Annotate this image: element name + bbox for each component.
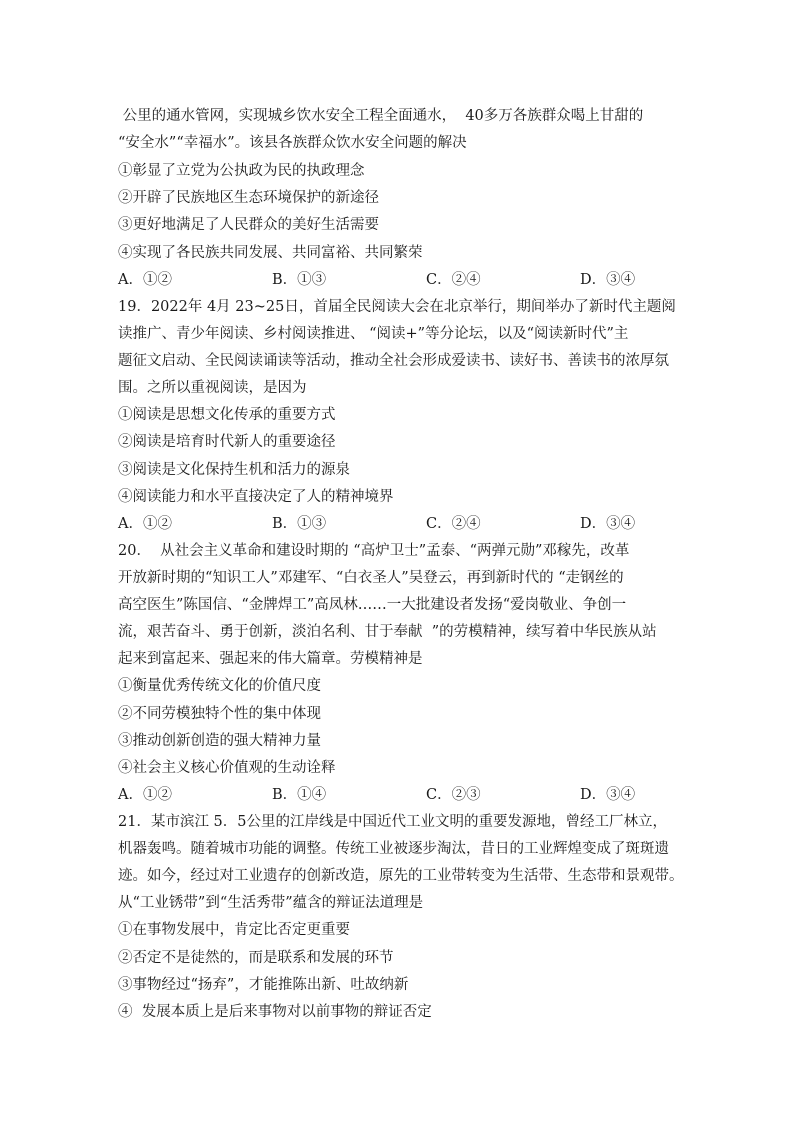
q20-stem-line: 起来到富起来、强起来的伟大篇章。劳模精神是	[118, 651, 423, 667]
q19-option-b: B．①③	[272, 516, 327, 532]
q19-statement: ①阅读是思想文化传承的重要方式	[118, 407, 336, 423]
q21-statement: ②否定不是徒然的，而是联系和发展的环节	[118, 950, 394, 966]
q19-statement: ③阅读是文化保持生机和活力的源泉	[118, 462, 350, 478]
q18-option-d: D．③④	[580, 272, 636, 288]
q19-option-a: A．①②	[118, 516, 172, 532]
q20-stem-line: 20． 从社会主义革命和建设时期的 “高炉卫士”孟泰、“两弹元勋”邓稼先，改革	[118, 543, 630, 559]
q18-statement: ③更好地满足了人民群众的美好生活需要	[118, 217, 379, 233]
q21-stem-line: 迹。如今，经过对工业遗存的创新改造，原先的工业带转变为生活带、生态带和景观带。	[118, 868, 684, 884]
q20-option-c: C．②③	[426, 787, 481, 803]
q21-stem-line: 机器轰鸣。随着城市功能的调整。传统工业被逐步淘汰，昔日的工业辉煌变成了斑斑遗	[118, 841, 669, 857]
q19-stem-line: 19．2022年 4月 23~25日，首届全民阅读大会在北京举行，期间举办了新时代主题阅	[118, 299, 676, 315]
q18-option-b: B．①③	[272, 272, 327, 288]
q19-statement: ②阅读是培育时代新人的重要途径	[118, 434, 336, 450]
q20-option-a: A．①②	[118, 787, 172, 803]
q18-option-c: C．②④	[426, 272, 481, 288]
q21-stem-line: 从“工业锈带”到“生活秀带”蕴含的辩证法道理是	[118, 895, 424, 911]
q19-stem-line: 读推广、青少年阅读、乡村阅读推进、 “阅读+”等分论坛，以及“阅读新时代”主	[118, 326, 629, 342]
q20-option-d: D．③④	[580, 787, 636, 803]
q20-stem-line: 开放新时期的“知识工人”邓建军、“白衣圣人”吴登云，再到新时代的 “走钢丝的	[118, 570, 624, 586]
q18-statement: ④实现了各民族共同发展、共同富裕、共同繁荣	[118, 245, 423, 261]
q18-statement: ②开辟了民族地区生态环境保护的新途径	[118, 190, 379, 206]
q19-option-c: C．②④	[426, 516, 481, 532]
q21-statement: ④ 发展本质上是后来事物对以前事物的辩证否定	[118, 1004, 432, 1020]
q20-statement: ④社会主义核心价值观的生动诠释	[118, 760, 336, 776]
q18-stem-line: “安全水”“幸福水”。该县各族群众饮水安全问题的解决	[118, 135, 467, 151]
q18-option-a: A．①②	[118, 272, 172, 288]
q20-option-b: B．①④	[272, 787, 327, 803]
q20-stem-line: 高空医生”陈国信、“金牌焊工”高凤林……一大批建设者发扬“爱岗敬业、争创一	[118, 597, 627, 613]
q18-stem-line: 公里的通水管网，实现城乡饮水安全工程全面通水， 40多万各族群众喝上甘甜的	[118, 108, 644, 124]
q21-stem-line: 21．某市滨江 5．5公里的江岸线是中国近代工业文明的重要发源地，曾经工厂林立，	[118, 814, 668, 830]
q19-stem-line: 题征文启动、全民阅读诵读等活动，推动全社会形成爱读书、读好书、善读书的浓厚氛	[118, 353, 669, 369]
q20-statement: ②不同劳模独特个性的集中体现	[118, 706, 321, 722]
q21-statement: ①在事物发展中，肯定比否定更重要	[118, 922, 350, 938]
q19-option-d: D．③④	[580, 516, 636, 532]
q18-statement: ①彰显了立党为公执政为民的执政理念	[118, 163, 365, 179]
q20-statement: ③推动创新创造的强大精神力量	[118, 733, 321, 749]
q19-stem-line: 围。之所以重视阅读，是因为	[118, 380, 307, 396]
q20-stem-line: 流，艰苦奋斗、勇于创新，淡泊名利、甘于奉献 ”的劳模精神，续写着中华民族从站	[118, 624, 657, 640]
q21-statement: ③事物经过“扬弃”，才能推陈出新、吐故纳新	[118, 977, 409, 993]
q20-statement: ①衡量优秀传统文化的价值尺度	[118, 678, 321, 694]
q19-statement: ④阅读能力和水平直接决定了人的精神境界	[118, 489, 394, 505]
